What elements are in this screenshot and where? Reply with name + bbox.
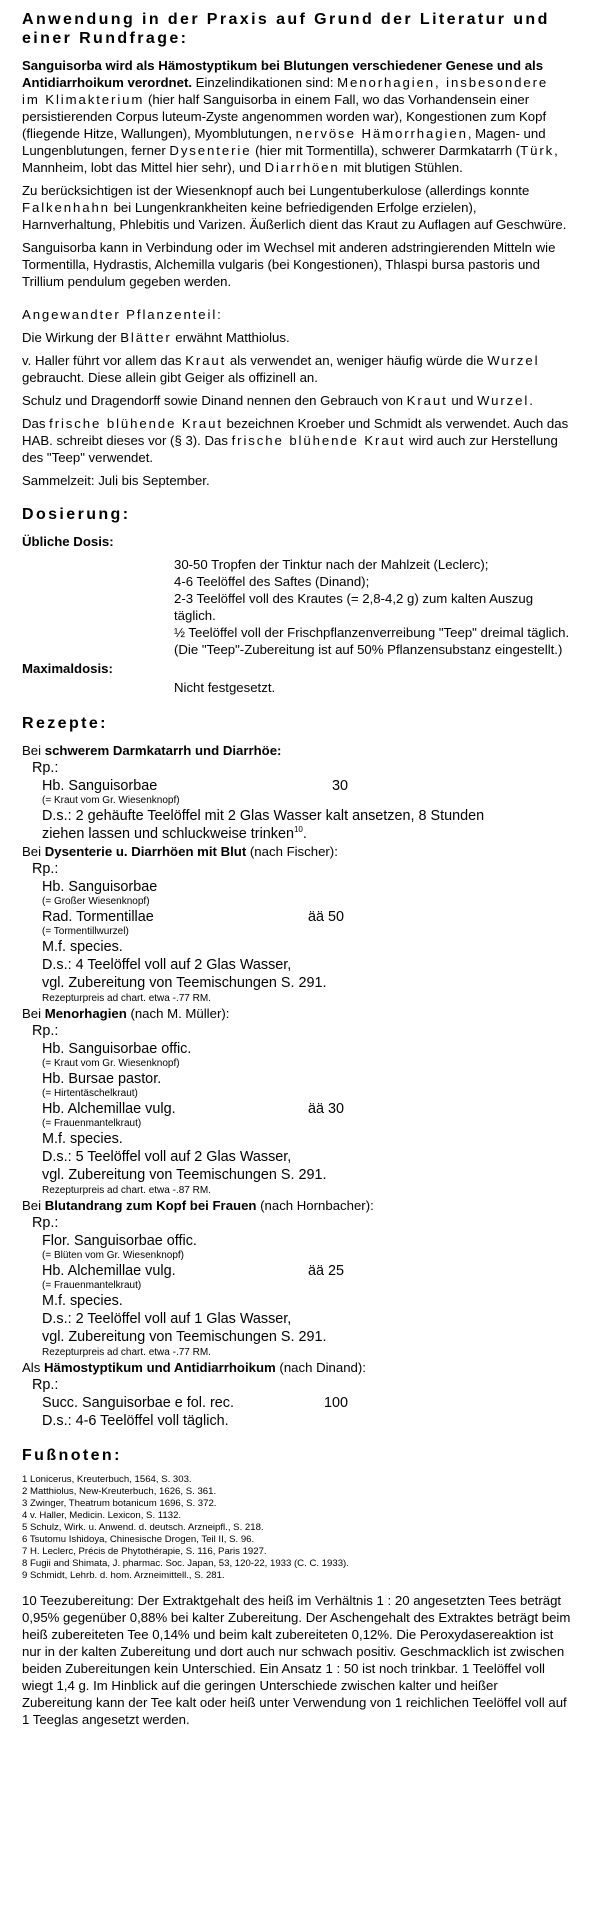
recipe-price: Rezepturpreis ad chart. etwa -.87 RM. (42, 1185, 211, 1196)
footnote-item: 7 H. Leclerc, Précis de Phytothérapie, S. 116, Paris 1927. (22, 1546, 267, 1557)
dosis-usual-label: Übliche Dosis: (22, 534, 114, 549)
footnote-item: 3 Zwinger, Theatrum botanicum 1696, S. 372. (22, 1498, 217, 1509)
ingredient: Hb. Sanguisorbae (42, 778, 158, 794)
praxis-bold-intro: Sanguisorba wird als Hämostyptikum bei Blutungen verschiedener Genese und als Antidiarrhoikum verordnet. (22, 58, 544, 90)
signatura: D.s.: 2 gehäufte Teelöffel mit 2 Glas Wasser kalt ansetzen, 8 Stunden (42, 808, 485, 824)
ingredient: Hb. Sanguisorbae (42, 879, 158, 895)
ingredient-note: (= Blüten vom Gr. Wiesenknopf) (42, 1250, 185, 1261)
rp-label: Rp.: (32, 1023, 59, 1039)
rp-label: Rp.: (32, 1215, 59, 1231)
misce: M.f. species. (42, 1131, 123, 1147)
ingredient: Hb. Bursae pastor. (42, 1071, 162, 1087)
recipe-intro: Bei Dysenterie u. Diarrhöen mit Blut (nach Fischer): (22, 844, 338, 859)
dosis-usual-list (174, 556, 571, 658)
recipe-4 (22, 1197, 571, 1359)
recipe-price: Rezepturpreis ad chart. etwa -.77 RM. (42, 1347, 211, 1358)
signatura-cont: vgl. Zubereitung von Teemischungen S. 291. (42, 975, 327, 991)
footnote-item: 6 Tsutomu Ishidoya, Chinesische Drogen, Teil II, S. 96. (22, 1534, 255, 1545)
signatura: D.s.: 4 Teelöffel voll auf 2 Glas Wasser, (42, 957, 292, 973)
ingredient: Succ. Sanguisorbae e fol. rec. (42, 1395, 234, 1411)
ingredient-amount: ää 50 (308, 909, 345, 925)
ingredient-note: (= Frauenmantelkraut) (42, 1280, 142, 1291)
recipe-price: Rezepturpreis ad chart. etwa -.77 RM. (42, 993, 211, 1004)
recipe-intro: Als Hämostyptikum und Antidiarrhoikum (nach Dinand): (22, 1360, 366, 1375)
misce: M.f. species. (42, 939, 123, 955)
signatura-cont: vgl. Zubereitung von Teemischungen S. 291. (42, 1329, 327, 1345)
ingredient-amount: ää 25 (308, 1263, 345, 1279)
dosis-line: (Die "Teep"-Zubereitung ist auf 50% Pflanzensubstanz eingestellt.) (174, 642, 563, 657)
recipe-intro: Bei schwerem Darmkatarrh und Diarrhöe: (22, 743, 282, 758)
signatura-cont: vgl. Zubereitung von Teemischungen S. 291. (42, 1167, 327, 1183)
rp-label: Rp.: (32, 861, 59, 877)
pflanzenteil-heading: Angewandter Pflanzenteil: (22, 307, 223, 322)
dosis-max-value: Nicht festgesetzt. (174, 680, 276, 695)
footnote-ref: 10 (293, 825, 303, 835)
praxis-paragraph-3: Sanguisorba kann in Verbindung oder im Wechsel mit anderen adstringierenden Mitteln wie Tormentilla, Hydrastis, Alchemilla vulgaris (bei Kongestionen), Thlaspi bursa pastoris und Trillium pendulum gegeben werden. (22, 240, 556, 289)
pflanzenteil-paragraph-3: Schulz und Dragendorff sowie Dinand nennen den Gebrauch von Kraut und Wurzel. (22, 393, 533, 408)
rp-label: Rp.: (32, 760, 59, 776)
pflanzenteil-paragraph-2: v. Haller führt vor allem das Kraut als verwendet an, weniger häufig würde die Wurzel gebraucht. Diese allein gibt Geiger als offizinell an. (22, 353, 540, 385)
signatura: D.s.: 4-6 Teelöffel voll täglich. (42, 1413, 229, 1429)
ingredient: Hb. Sanguisorbae offic. (42, 1041, 192, 1057)
ingredient-note: (= Großer Wiesenknopf) (42, 896, 150, 907)
footnote-item: 8 Fugii and Shimata, J. pharmac. Soc. Japan, 53, 120-22, 1933 (C. C. 1933). (22, 1558, 349, 1569)
ingredient-amount: 30 (332, 778, 349, 794)
footnote-item: 5 Schulz, Wirk. u. Anwend. d. deutsch. Arzneipfl., S. 218. (22, 1522, 264, 1533)
ingredient: Flor. Sanguisorbae offic. (42, 1233, 197, 1249)
recipe-2 (22, 843, 571, 1005)
footnote-item: 9 Schmidt, Lehrb. d. hom. Arzneimittell., S. 281. (22, 1570, 225, 1581)
ingredient-note: (= Frauenmantelkraut) (42, 1118, 142, 1129)
pflanzenteil-paragraph-4: Das frische blühende Kraut bezeichnen Kroeber und Schmidt als verwendet. Auch das HAB. schreibt dieses vor (§ 3). Das frische blühende Kraut wird auch zur Herstellung des "Teep" verwendet. (22, 416, 569, 465)
recipe-5 (22, 1359, 571, 1430)
signatura-cont: ziehen lassen und schluckweise trinken$^{10}$. (42, 825, 307, 842)
recipe-intro: Bei Blutandrang zum Kopf bei Frauen (nach Hornbacher): (22, 1198, 374, 1213)
heading-dosierung: Dosierung: (22, 506, 131, 523)
praxis-paragraph-2: Zu berücksichtigen ist der Wiesenknopf auch bei Lungentuberkulose (allerdings konnte Falkenhahn bei Lungenkrankheiten keine befriedigenden Erfolge erzielen), Harnverhaltung, Phlebitis und Varizen. Äußerlich dient das Kraut zu Auflagen auf Geschwüre. (22, 183, 567, 232)
ingredient: Hb. Alchemillae vulg. (42, 1263, 176, 1279)
ingredient: Hb. Alchemillae vulg. (42, 1101, 176, 1117)
footnote-list (22, 1474, 571, 1582)
dosis-max-label: Maximaldosis: (22, 661, 113, 676)
ingredient-amount: ää 30 (308, 1101, 345, 1117)
ingredient-note: (= Hirtentäschelkraut) (42, 1088, 138, 1099)
recipe-3 (22, 1005, 571, 1197)
misce: M.f. species. (42, 1293, 123, 1309)
heading-fussnoten: Fußnoten: (22, 1447, 122, 1464)
dosis-line: 4-6 Teelöffel des Saftes (Dinand); (174, 574, 370, 589)
pflanzenteil-paragraph-1: Die Wirkung der Blätter erwähnt Matthiolus. (22, 330, 290, 345)
sammelzeit: Sammelzeit: Juli bis September. (22, 473, 210, 488)
signatura: D.s.: 2 Teelöffel voll auf 1 Glas Wasser, (42, 1311, 292, 1327)
ingredient-amount: 100 (324, 1395, 349, 1411)
ingredient-note: (= Kraut vom Gr. Wiesenknopf) (42, 1058, 180, 1069)
rp-label: Rp.: (32, 1377, 59, 1393)
dosis-line: 30-50 Tropfen der Tinktur nach der Mahlzeit (Leclerc); (174, 557, 489, 572)
ingredient-note: (= Tormentillwurzel) (42, 926, 129, 937)
footnote-teezubereitung: 10 Teezubereitung: Der Extraktgehalt des heiß im Verhältnis 1 : 20 angesetzten Tees beträgt 0,95% gegenüber 0,88% bei kalter Zubereitung. Der Aschengehalt des Extraktes beträgt beim heiß zubereiteten Tee 0,14% und beim kalt zubereiteten 0,12%. Die Peroxydasereaktion ist nur in der kalten Zubereitung und dort auch nur schwach positiv. Geschmacklich ist zwischen beiden Zubereitungen kein Unterschied. Ein Ansatz 1 : 50 ist noch trinkbar. 1 Teelöffel voll wiegt 1,4 g. Im Hinblick auf die geringen Unterschiede zwischen kalter und heißer Zubereitung kann der Tee kalt oder heiß unter Verwendung von 1 reichlichen Teelöffel voll auf 1 Teeglas angesetzt werden. (22, 1593, 571, 1727)
ingredient-note: (= Kraut vom Gr. Wiesenknopf) (42, 795, 180, 806)
footnote-item: 4 v. Haller, Medicin. Lexicon, S. 1132. (22, 1510, 182, 1521)
footnote-item: 2 Matthiolus, New-Kreuterbuch, 1626, S. 361. (22, 1486, 217, 1497)
ingredient: Rad. Tormentillae (42, 909, 154, 925)
dosis-line: ½ Teelöffel voll der Frischpflanzenverreibung "Teep" dreimal täglich. (174, 625, 570, 640)
praxis-paragraph-1: Sanguisorba wird als Hämostyptikum bei Blutungen verschiedener Genese und als Antidiarrhoikum verordnet. Einzelindikationen sind: Menorhagien, insbesondere im Klimakterium (hier half Sanguisorba in einem Fall, wo das Vorhandensein einer persistierenden Corpus luteum-Zyste angenommen worden war), Kongestionen zum Kopf (fliegende Hitze, Wallungen), Myomblutungen, nervöse Hämorrhagien, Magen- und Lungenblutungen, ferner Dysenterie (hier mit Tormentilla), schwerer Darmkatarrh (Türk, Mannheim, lobt das Mittel hier sehr), und Diarrhöen mit blutigen Stühlen. (22, 58, 558, 175)
heading-rezepte: Rezepte: (22, 715, 108, 732)
footnote-item: 1 Lonicerus, Kreuterbuch, 1564, S. 303. (22, 1474, 192, 1485)
recipe-intro: Bei Menorhagien (nach M. Müller): (22, 1006, 230, 1021)
signatura: D.s.: 5 Teelöffel voll auf 2 Glas Wasser, (42, 1149, 292, 1165)
heading-praxis: Anwendung in der Praxis auf Grund der Literatur und einer Rundfrage: (22, 11, 550, 47)
dosis-line: 2-3 Teelöffel voll des Krautes (= 2,8-4,2 g) zum kalten Auszug täglich. (174, 591, 534, 623)
recipe-1 (22, 742, 571, 843)
